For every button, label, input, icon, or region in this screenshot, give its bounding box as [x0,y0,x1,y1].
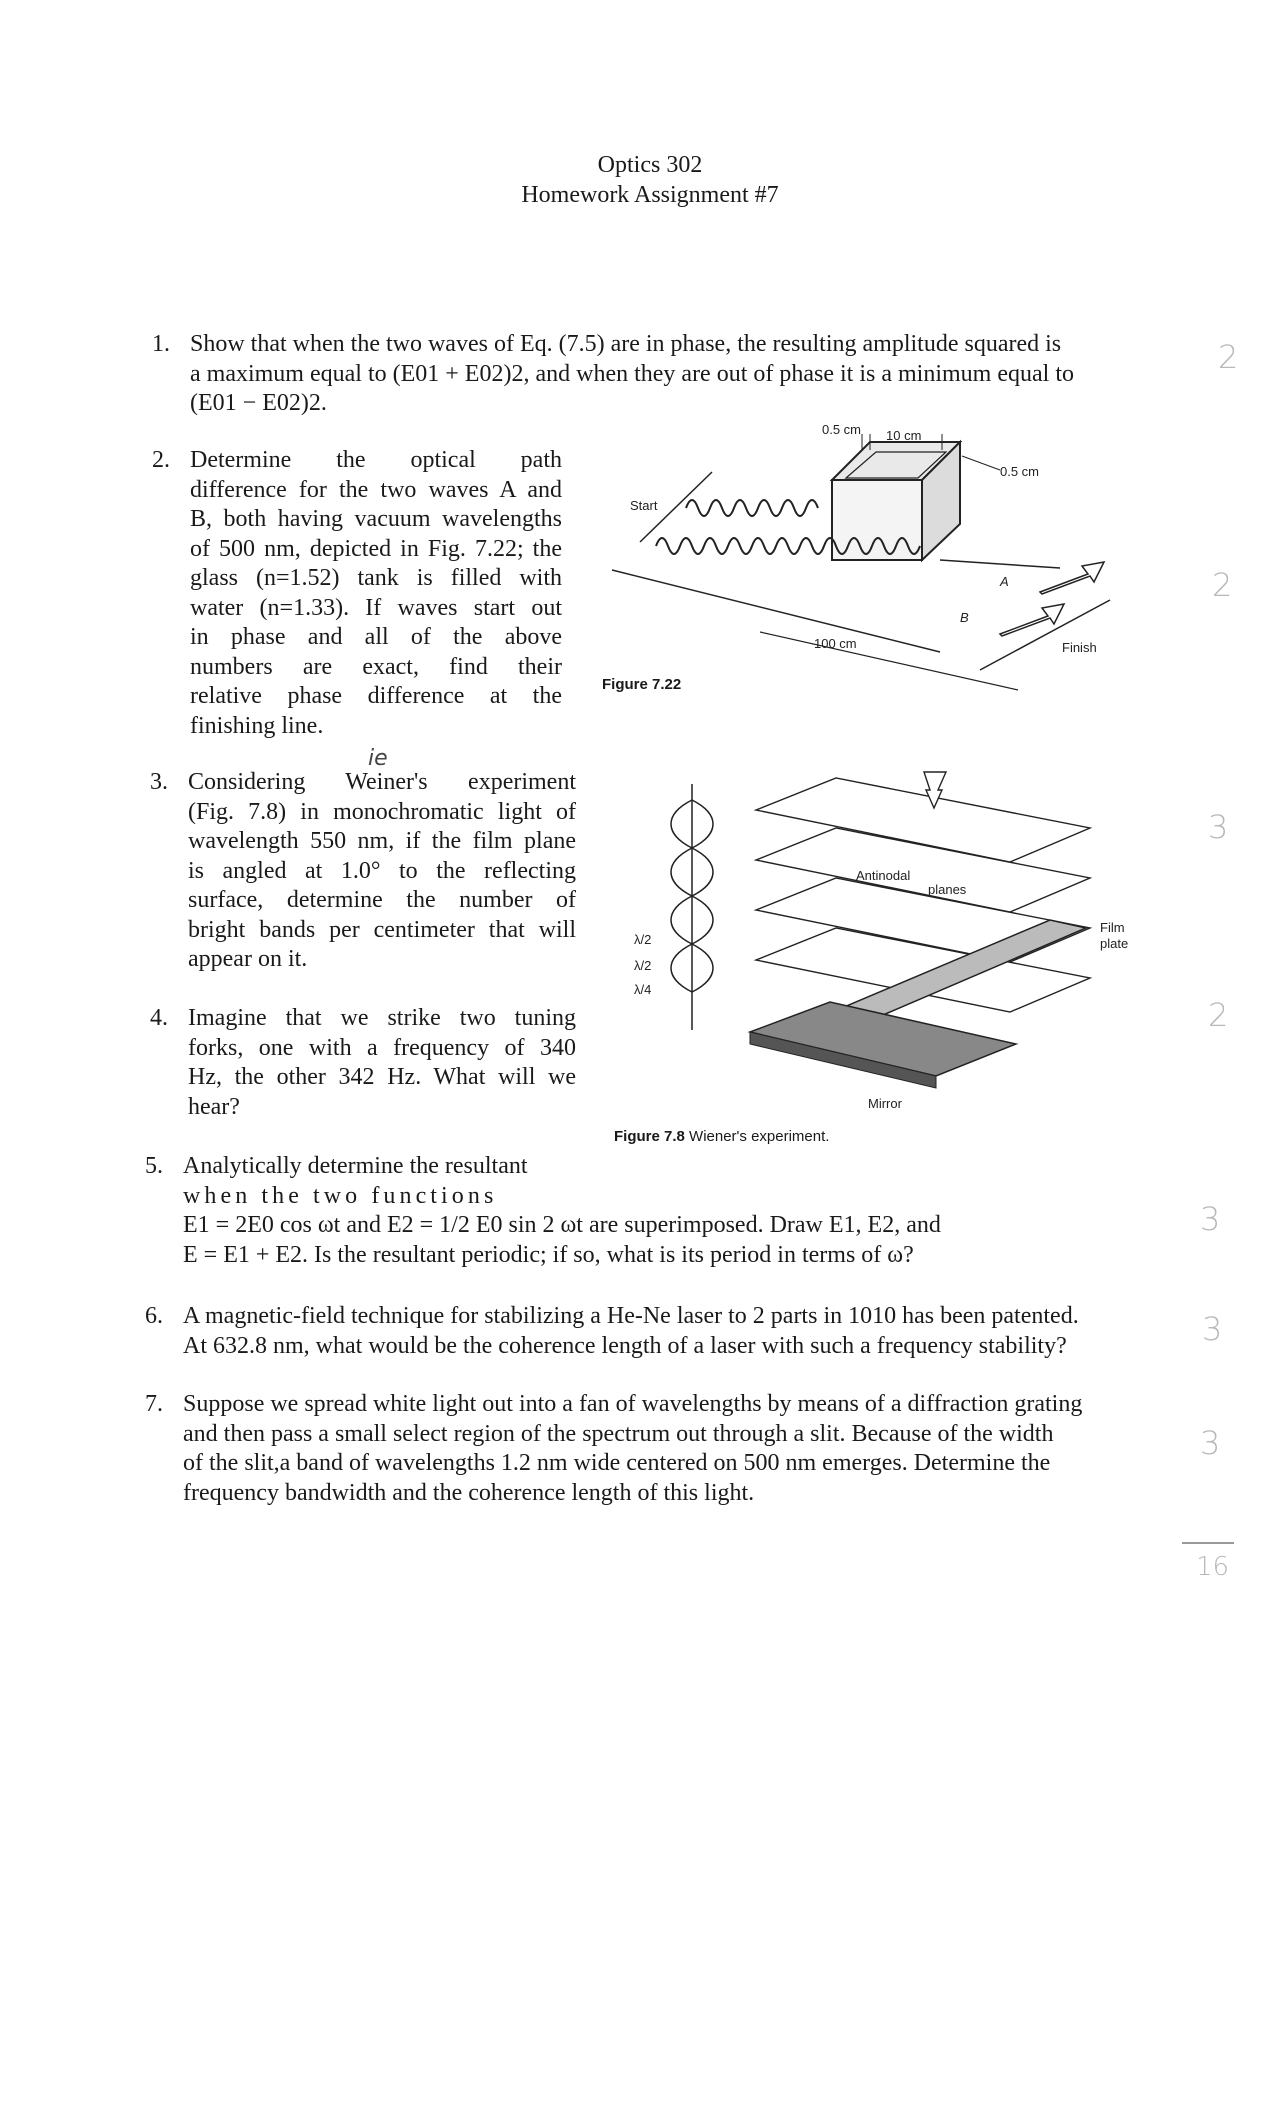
question-number: 1. [152,331,170,357]
handwritten-correction: ie [368,746,388,771]
question-line: in phase and all of the above [190,624,562,650]
label-half-wavelength: λ/2 [634,932,652,947]
label-planes: planes [928,882,967,897]
assignment-title: Homework Assignment #7 [521,182,779,208]
path-rail-far [940,560,1060,568]
question-line: finishing line. [190,712,324,739]
question-line: of the slit,a band of wavelengths 1.2 nm wide centered on 500 nm emerges. Determine the [183,1450,1051,1476]
grade-mark: 3 [1200,1200,1221,1238]
question-line: surface, determine the number of [188,887,576,913]
question-line: Determine the optical path [190,447,562,473]
figure-7-8-diagram [620,770,1140,1130]
incident-light-arrow [924,772,946,808]
question-line: water (n=1.33). If waves start out [190,594,562,621]
label-finish: Finish [1062,640,1097,655]
question-line: E1 = 2E0 cos ωt and E2 = 1/2 E0 sin 2 ωt are superimposed. Draw E1, E2, and [183,1212,941,1238]
label-wave-a: A [1000,574,1009,589]
question-line: Suppose we spread white light out into a fan of wavelengths by means of a diffraction grating [183,1391,1083,1417]
dim-line [962,456,1000,470]
figure-7-22-diagram [600,420,1120,710]
grade-mark: 2 [1218,338,1239,376]
question-line: bright bands per centimeter that will [188,916,576,943]
grade-mark: 2 [1208,996,1229,1034]
label-antinodal: Antinodal [856,868,911,883]
figure-7-22-caption: Figure 7.22 [602,676,682,693]
question-line: and then pass a small select region of the spectrum out through a slit. Because of the width [183,1420,1054,1447]
label-start: Start [630,498,658,513]
question-line: when the two functions [183,1182,498,1209]
question-line: E = E1 + E2. Is the resultant periodic; if so, what is its period in terms of ω? [183,1241,914,1268]
label-dim-c: 0.5 cm [1000,464,1040,479]
label-half-wavelength: λ/2 [634,958,652,973]
label-wave-b: B [960,610,969,625]
question-line: numbers are exact, find their [190,653,562,680]
question-number: 4. [150,1005,168,1031]
label-dim-b: 10 cm [886,428,922,443]
question-line: difference for the two waves A and [190,476,562,503]
glass-tank [832,442,960,560]
question-number: 7. [145,1391,163,1417]
question-line: glass (n=1.52) tank is filled with [190,565,562,591]
question-line: A magnetic-field technique for stabilizing a He-Ne laser to 2 parts in 1010 has been patented. [183,1303,1079,1329]
question-line: Show that when the two waves of Eq. (7.5) are in phase, the resulting amplitude squared is [190,331,1062,357]
question-line: of 500 nm, depicted in Fig. 7.22; the [190,535,562,562]
question-line: Imagine that we strike two tuning [188,1005,576,1031]
question-line: appear on it. [188,946,308,972]
question-line: Hz, the other 342 Hz. What will we [188,1064,576,1090]
question-line: wavelength 550 nm, if the film plane [188,828,576,854]
question-number: 6. [145,1303,163,1329]
label-dim-a: 0.5 cm [822,422,862,437]
question-line: hear? [188,1093,240,1120]
grade-mark: 3 [1202,1310,1223,1348]
question-line: Analytically determine the resultant [183,1153,528,1179]
question-line: (E01 − E02)2. [190,390,327,416]
question-line: is angled at 1.0° to the reflecting [188,857,576,884]
label-quarter-wavelength: λ/4 [634,982,652,997]
label-dim-d: 100 cm [814,636,857,651]
question-line: frequency bandwidth and the coherence length of this light. [183,1479,755,1506]
grade-mark: 3 [1200,1424,1221,1462]
grade-mark: 3 [1208,808,1229,846]
label-plate: plate [1100,936,1129,951]
label-mirror: Mirror [868,1096,902,1111]
question-line: B, both having vacuum wavelengths [190,506,562,532]
question-number: 2. [152,447,170,473]
question-line: Considering Weiner's experiment [188,769,576,795]
question-number: 5. [145,1153,163,1179]
grade-mark: 2 [1212,566,1233,604]
question-number: 3. [150,769,168,795]
figure-7-8-title: Wiener's experiment. [689,1128,830,1145]
question-line: forks, one with a frequency of 340 [188,1034,576,1061]
figure-7-8-number: Figure 7.8 [614,1128,685,1145]
figure-7-8-caption [614,1128,829,1145]
question-line: (Fig. 7.8) in monochromatic light of [188,798,576,825]
question-line: At 632.8 nm, what would be the coherence length of a laser with such a frequency stability? [183,1332,1067,1359]
bottom-rail [760,632,1018,690]
question-line: a maximum equal to (E01 + E02)2, and when they are out of phase it is a minimum equal to [190,360,1074,387]
standing-wave [671,784,713,1030]
label-film: Film [1100,920,1125,935]
question-line: relative phase difference at the [190,683,562,709]
path-rail [612,570,940,652]
arrow-b [1000,604,1064,636]
course-title: Optics 302 [597,152,703,178]
total-divider [1182,1542,1234,1544]
wave-a [686,500,818,516]
total-score: 16 [1196,1552,1230,1582]
